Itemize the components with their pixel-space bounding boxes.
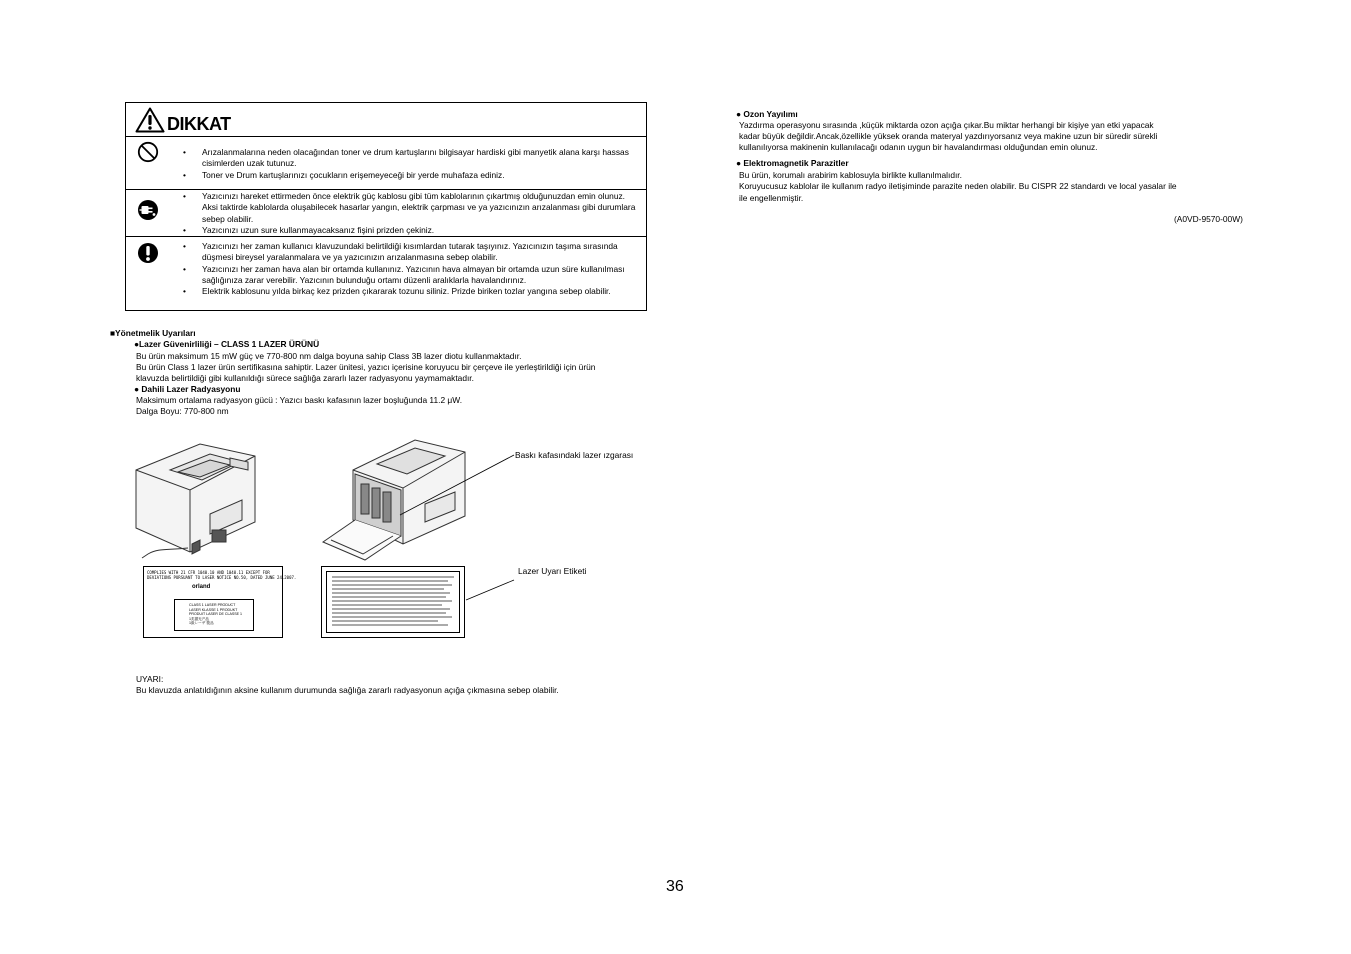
printer-back-illustration: [130, 432, 290, 562]
emi-line: Koruyucusuz kablolar ile kullanım radyo iletişiminde parazite neden olabilir. Bu CISPR 22 standardı ve local yasalar ile: [739, 181, 1177, 191]
caution-row-prohibition: [126, 136, 646, 190]
caution-title: DIKKAT: [167, 114, 231, 134]
warning-heading: UYARI:: [136, 674, 164, 684]
laser-warning-label-art: [326, 571, 460, 633]
exclamation-icon: [137, 242, 159, 264]
class1-line: 1类激光产品: [189, 616, 209, 621]
warning-text: Bu klavuzda anlatıldığının aksine kullanım durumunda sağlığa zararlı radyasyonun açığa çıkmasına sebep olabilir.: [136, 685, 559, 695]
callout-warning-label: Lazer Uyarı Etiketi: [518, 566, 587, 576]
warning-triangle-icon: [135, 107, 165, 133]
ozone-line: kullanılıyorsa makinenin kullanılacağı odanın uygun bir havalandırması olduğundan emin olunuz.: [739, 142, 1098, 152]
regulatory-heading: ■Yönetmelik Uyarıları: [110, 328, 196, 338]
caution-header: [126, 103, 646, 137]
internal-radiation-heading: ● Dahili Lazer Radyasyonu: [134, 384, 241, 394]
caution-box: [125, 102, 647, 311]
internal-radiation-line: Maksimum ortalama radyasyon gücü : Yazıcı baskı kafasının lazer boşluğunda 11.2 μW.: [136, 395, 463, 405]
laser-safety-line: klavuzda belirtildiği gibi kullanıldığı sürece sağlığa zararlı lazer radyasyonu yaymamaktadır.: [136, 373, 474, 383]
emi-line: ile engellenmiştir.: [739, 193, 804, 203]
laser-safety-line: Bu ürün maksimum 15 mW güç ve 770-800 nm dalga boyuna sahip Class 3B lazer diotu kullanmaktadır.: [136, 351, 522, 361]
caution-item: • Arızalanmalarına neden olacağından toner ve drum kartuşlarını bilgisayar hardiski gibi manyetik alana karşı hassas cisimlerden uzak tutunuz.: [183, 147, 640, 170]
ozone-line: kadar büyük değildir.Ancak,özellikle yüksek oranda materyal yazdırıyorsanız veya makine uzun bir süredir sürekli: [739, 131, 1158, 141]
certification-line: COMPLIES WITH 21 CFR 1040.10 AND 1040.11 EXCEPT FOR: [147, 570, 270, 575]
certification-line: DEVIATIONS PURSUANT TO LASER NOTICE NO.50, DATED JUNE 24,2007.: [147, 575, 297, 580]
laser-safety-heading: ●Lazer Güvenirliliği – CLASS 1 LAZER ÜRÜNÜ: [134, 339, 320, 349]
class1-line: PRODUIT LASER DE CLASSE 1: [189, 612, 243, 617]
callout-aperture: Baskı kafasındaki lazer ızgarası: [515, 450, 634, 460]
class1-inner-label: [174, 599, 254, 631]
ozone-heading: ● Ozon Yayılımı: [736, 109, 798, 119]
caution-item: • Elektrik kablosunu yılda birkaç kez prizden çıkararak tozunu siliniz. Prizde biriken tozlar yangına sebep olabilir.: [183, 286, 640, 297]
caution-item: • Toner ve Drum kartuşlarınızı çocukların erişemeyeceği bir yerde muhafaza ediniz.: [183, 170, 640, 181]
document-code: (A0VD-9570-00W): [1174, 214, 1243, 224]
internal-radiation-line: Dalga Boyu: 770-800 nm: [136, 406, 229, 416]
unplug-icon: [137, 199, 159, 221]
certification-label: [143, 566, 297, 638]
emi-line: Bu ürün, korumalı arabirim kablosuyla birlikte kullanılmalıdır.: [739, 170, 962, 180]
caution-item: • Yazıcınızı uzun sure kullanmayacaksanız fişini prizden çekiniz.: [183, 225, 640, 236]
class1-line: LASER KLASSE 1 PRODUKT: [189, 607, 238, 612]
caution-row-exclamation: [126, 237, 646, 311]
caution-item: • Yazıcınızı hareket ettirmeden önce elektrik güç kablosu gibi tüm kablolarının çıkartmış olduğunuzdan emin olunuz. Aksi taktirde kablolarda oluşabilecek hasarlar yangın, elektrik çarpması ve ya yazıcınızın arızalanması gibi durumlara sebep olabilir.: [183, 191, 640, 225]
label-brand: orland: [192, 584, 211, 590]
prohibition-icon: [137, 141, 159, 163]
caution-row-unplug: [126, 190, 646, 237]
class1-line: 1級レーザ 製品: [189, 621, 214, 626]
emi-heading: ● Elektromagnetik Parazitler: [736, 158, 849, 168]
caution-item: • Yazıcınızı her zaman hava alan bir ortamda kullanınız. Yazıcının hava almayan bir ortamda uzun süre kullanılması sağlığınıza zarar verebilir. Yazıcının bulunduğu ortamı düzenli aralıklarla havalandırınız.: [183, 264, 640, 287]
laser-safety-line: Bu ürün Class 1 lazer ürün sertifikasına sahiptir. Lazer ünitesi, yazıcı içerisine koruyucu bir çerçeve ile yerleştirildiği için ürün: [136, 362, 596, 372]
laser-warning-label: [321, 566, 465, 638]
page-number: 36: [666, 878, 684, 895]
caution-item: • Yazıcınızı her zaman kullanıcı klavuzundaki belirtildiği kısımlardan tutarak taşıyınız. Yazıcınızın taşıma sırasında düşmesi bireysel yaralanmalara ve ya yazıcınızın arızalanmasına sebep olabilir.: [183, 241, 640, 264]
class1-line: CLASS 1 LASER PRODUCT: [189, 603, 236, 607]
ozone-line: Yazdırma operasyonu sırasında ,küçük miktarda ozon açığa çıkar.Bu miktar herhangi bir kişiye yan etki yapacak: [739, 120, 1154, 130]
